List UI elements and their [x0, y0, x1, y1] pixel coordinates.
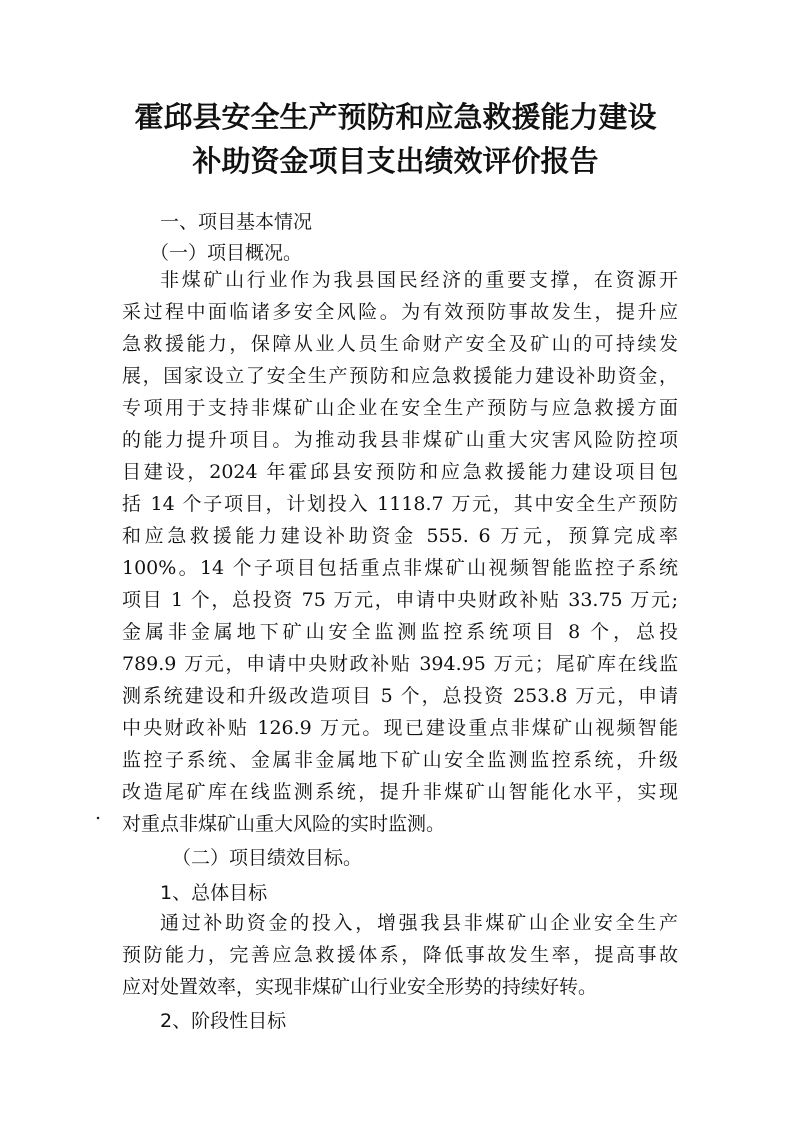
paragraph-line: 括 14 个子项目，计划投入 1118.7 万元，其中安全生产预防: [122, 493, 678, 515]
paragraph-line: 对重点非煤矿山重大风险的实时监测。: [122, 813, 446, 835]
goal-heading-overall: 1、总体目标: [160, 882, 268, 904]
paragraph-line: 急救援能力，保障从业人员生命财产安全及矿山的可持续发: [122, 333, 678, 355]
paragraph-line: 展，国家设立了安全生产预防和应急救援能力建设补助资金，: [122, 365, 678, 387]
paragraph-line: 采过程中面临诸多安全风险。为有效预防事故发生，提升应: [122, 301, 678, 323]
paragraph-line: 项目 1 个，总投资 75 万元，申请中央财政补贴 33.75 万元;: [122, 589, 678, 611]
paragraph-line: 预防能力，完善应急救援体系，降低事故发生率，提高事故: [122, 944, 678, 966]
paragraph-line: 应对处置效率，实现非煤矿山行业安全形势的持续好转。: [122, 976, 598, 998]
section-heading-basic-info: 一、项目基本情况: [160, 211, 313, 233]
paragraph-line: 和应急救援能力建设补助资金 555. 6 万元，预算完成率: [122, 525, 678, 547]
paragraph-line: 非煤矿山行业作为我县国民经济的重要支撑，在资源开: [160, 269, 678, 291]
stray-mark: .: [95, 802, 102, 824]
paragraph-line: 通过补助资金的投入，增强我县非煤矿山企业安全生产: [160, 912, 678, 934]
paragraph-line: 测系统建设和升级改造项目 5 个，总投资 253.8 万元，申请: [122, 685, 678, 707]
report-title-line-2: 补助资金项目支出绩效评价报告: [192, 144, 599, 178]
paragraph-line: 金属非金属地下矿山安全监测监控系统项目 8 个，总投: [122, 621, 678, 643]
paragraph-line: 目建设，2024 年霍邱县安预防和应急救援能力建设项目包: [122, 461, 678, 483]
paragraph-line: 789.9 万元，申请中央财政补贴 394.95 万元；尾矿库在线监: [122, 653, 678, 675]
paragraph-line: 监控子系统、金属非金属地下矿山安全监测监控系统，升级: [122, 749, 678, 771]
goal-heading-staged: 2、阶段性目标: [160, 1010, 287, 1032]
paragraph-line: 中央财政补贴 126.9 万元。现已建设重点非煤矿山视频智能: [122, 717, 678, 739]
paragraph-line: 的能力提升项目。为推动我县非煤矿山重大灾害风险防控项: [122, 429, 678, 451]
subsection-heading-performance-goals: （二）项目绩效目标。: [172, 847, 363, 869]
paragraph-line: 专项用于支持非煤矿山企业在安全生产预防与应急救援方面: [122, 397, 678, 419]
subsection-heading-overview: （一）项目概况。: [150, 242, 303, 264]
paragraph-line: 改造尾矿库在线监测系统，提升非煤矿山智能化水平，实现: [122, 781, 678, 803]
paragraph-line: 100%。14 个子项目包括重点非煤矿山视频智能监控子系统: [122, 557, 678, 579]
report-title-line-1: 霍邱县安全生产预防和应急救援能力建设: [134, 100, 657, 134]
